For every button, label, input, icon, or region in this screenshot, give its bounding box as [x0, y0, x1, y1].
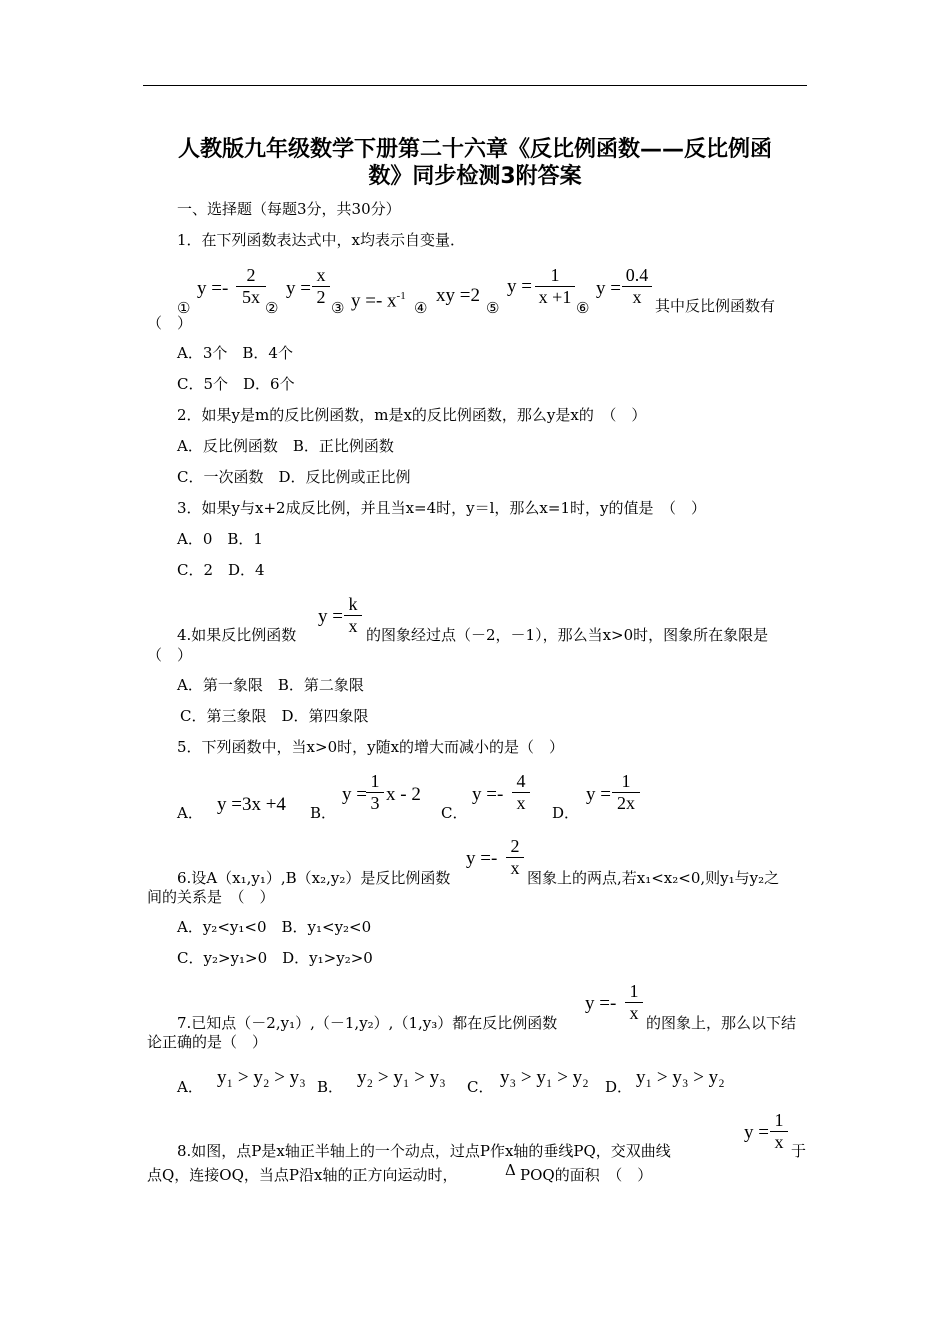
q6-eq-num: 2 [506, 836, 524, 858]
q7-eq-a: y₁ > y₂ > y₃ [217, 1067, 306, 1088]
q5-eq-c-num: 4 [512, 771, 530, 793]
q4-options-cd: C．第三象限 D．第四象限 [180, 707, 369, 725]
q7-eq-num: 1 [625, 981, 643, 1003]
q7-label-a: A． [177, 1078, 203, 1096]
q1-eq1-num: 2 [236, 265, 266, 287]
q5-eq-c-fraction [512, 771, 530, 814]
q1-eq1-fraction [236, 265, 266, 308]
q4-eq-fraction [344, 594, 362, 637]
q7-stem-middle: 的图象上，那么以下结 [646, 1014, 797, 1032]
q5-label-b: B． [310, 804, 337, 822]
q8-stem-yu: 于 [791, 1142, 807, 1160]
q1-eq4: xy =2 [436, 285, 480, 306]
q4-stem-start: 4.如果反比例函数 [177, 626, 297, 644]
q1-marker-1: ① [177, 299, 191, 317]
q7-label-b: B． [317, 1078, 344, 1096]
q1-marker-3: ③ [331, 299, 345, 317]
q5-label-c: C． [441, 804, 468, 822]
q1-eq2-fraction [312, 265, 330, 308]
q8-stem-start: 8.如图，点P是x轴正半轴上的一个动点，过点P作x轴的垂线PQ，交双曲线 [177, 1142, 671, 1160]
q5-eq-a: y =3x +4 [217, 794, 286, 815]
q6-eq-lhs: y =- [466, 848, 498, 869]
triangle-symbol: Δ [505, 1161, 516, 1179]
q1-eq6-lhs: y = [596, 278, 621, 299]
q6-eq-fraction [506, 836, 524, 879]
q1-eq3-exp: -1 [396, 290, 406, 302]
q4-stem-end: 的图象经过点（－2，－1），那么当x>0时，图象所在象限是 [366, 626, 769, 644]
q7-eq-b: y₂ > y₁ > y₃ [357, 1067, 446, 1088]
q3-stem: 3．如果y与x+2成反比例，并且当x=4时，y＝l，那么x=1时，y的值是 （ ） [177, 499, 706, 517]
q5-eq-d-fraction [612, 771, 640, 814]
q1-eq5-num: 1 [535, 265, 575, 287]
q1-eq2-lhs: y = [286, 278, 311, 299]
q7-eq-lhs: y =- [585, 993, 617, 1014]
q1-tail: 其中反比例函数有 [655, 297, 776, 315]
q7-eq-fraction [625, 981, 643, 1024]
q4-eq-num: k [344, 594, 362, 616]
q7-label-d: D． [605, 1078, 633, 1096]
q1-eq3-base: y =- x [351, 290, 397, 312]
q8-eq-fraction [770, 1110, 788, 1153]
q8-eq-den: x [774, 1132, 784, 1152]
q8-stem-cont: 点Q，连接OQ，当点P沿x轴的正方向运动时， [147, 1166, 458, 1184]
q2-options-cd: C．一次函数 D．反比例或正比例 [177, 468, 411, 486]
q3-options-ab: A．0 B．1 [177, 530, 263, 548]
q6-options-cd: C．y₂>y₁>0 D．y₁>y₂>0 [177, 949, 373, 967]
q1-marker-5: ⑤ [486, 299, 500, 317]
page-title-line2: 数》同步检测3附答案 [368, 164, 582, 189]
q6-stem-end: 间的关系是 （ ） [147, 888, 275, 906]
q7-eq-den: x [629, 1003, 639, 1023]
q1-eq1-den: 5x [242, 287, 260, 307]
page-title-line1: 人教版九年级数学下册第二十六章《反比例函数——反比例函 [177, 137, 772, 162]
q7-eq-d: y₁ > y₃ > y₂ [636, 1067, 725, 1088]
q1-stem: 1．在下列函数表达式中，x均表示自变量． [177, 231, 466, 249]
q8-eq-num: 1 [770, 1110, 788, 1132]
q5-eq-b-tail: x - 2 [386, 784, 421, 805]
q1-eq2-num: x [312, 265, 330, 287]
q1-marker-6: ⑥ [576, 299, 590, 317]
q5-eq-b-fraction [366, 771, 384, 814]
q1-eq6-num: 0.4 [622, 265, 652, 287]
q7-eq-c: y₃ > y₁ > y₂ [500, 1067, 589, 1088]
q5-eq-d-den: 2x [617, 793, 635, 813]
q1-eq5-fraction [535, 265, 575, 308]
q5-label-d: D． [552, 804, 580, 822]
section-heading: 一、选择题（每题3分，共30分） [177, 200, 401, 218]
q1-eq6-den: x [632, 287, 642, 307]
q1-eq3 [351, 285, 406, 312]
q1-options-cd: C．5个 D．6个 [177, 375, 295, 393]
q1-answer-paren: （ ） [147, 314, 193, 332]
q5-stem: 5．下列函数中，当x>0时，y随x的增大而减小的是（ ） [177, 738, 565, 756]
q1-eq1-lhs: y =- [197, 278, 229, 299]
q2-options-ab: A．反比例函数 B．正比例函数 [177, 437, 394, 455]
q1-eq5-lhs: y = [507, 276, 532, 297]
q1-eq2-den: 2 [316, 287, 326, 307]
q1-eq5-den: x +1 [538, 287, 572, 307]
q1-options-ab: A．3个 B．4个 [177, 344, 293, 362]
q4-answer-paren: （ ） [147, 646, 193, 664]
q2-stem: 2．如果y是m的反比例函数，m是x的反比例函数，那么y是x的 （ ） [177, 406, 647, 424]
q5-label-a: A． [177, 804, 203, 822]
q5-eq-c-den: x [516, 793, 526, 813]
q6-eq-den: x [510, 858, 520, 878]
q4-eq-lhs: y = [318, 606, 343, 627]
q3-options-cd: C．2 D．4 [177, 561, 265, 579]
q6-stem-start: 6.设A（x₁,y₁）,B（x₂,y₂）是反比例函数 [177, 869, 451, 887]
q1-eq6-fraction [622, 265, 652, 308]
q4-options-ab: A．第一象限 B．第二象限 [177, 676, 364, 694]
q7-stem-start: 7.已知点（－2,y₁）,（－1,y₂）,（1,y₃）都在反比例函数 [177, 1014, 558, 1032]
q5-eq-c-lhs: y =- [472, 784, 504, 805]
q5-eq-b-lhs: y = [342, 784, 367, 805]
q5-eq-d-num: 1 [612, 771, 640, 793]
q7-label-c: C． [467, 1078, 494, 1096]
q8-eq-lhs: y = [744, 1122, 769, 1143]
q6-options-ab: A．y₂<y₁<0 B．y₁<y₂<0 [177, 918, 372, 936]
q7-stem-end: 论正确的是（ ） [147, 1033, 268, 1051]
q1-marker-2: ② [265, 299, 279, 317]
q5-eq-d-lhs: y = [586, 784, 611, 805]
q5-eq-b-den: 3 [370, 793, 380, 813]
header-rule [143, 85, 807, 86]
q6-stem-middle: 图象上的两点,若x₁<x₂<0,则y₁与y₂之 [527, 869, 780, 887]
q1-marker-4: ④ [414, 299, 428, 317]
q4-eq-den: x [348, 616, 358, 636]
q5-eq-b-num: 1 [366, 771, 384, 793]
q8-stem-end: POQ的面积 （ ） [520, 1166, 653, 1184]
